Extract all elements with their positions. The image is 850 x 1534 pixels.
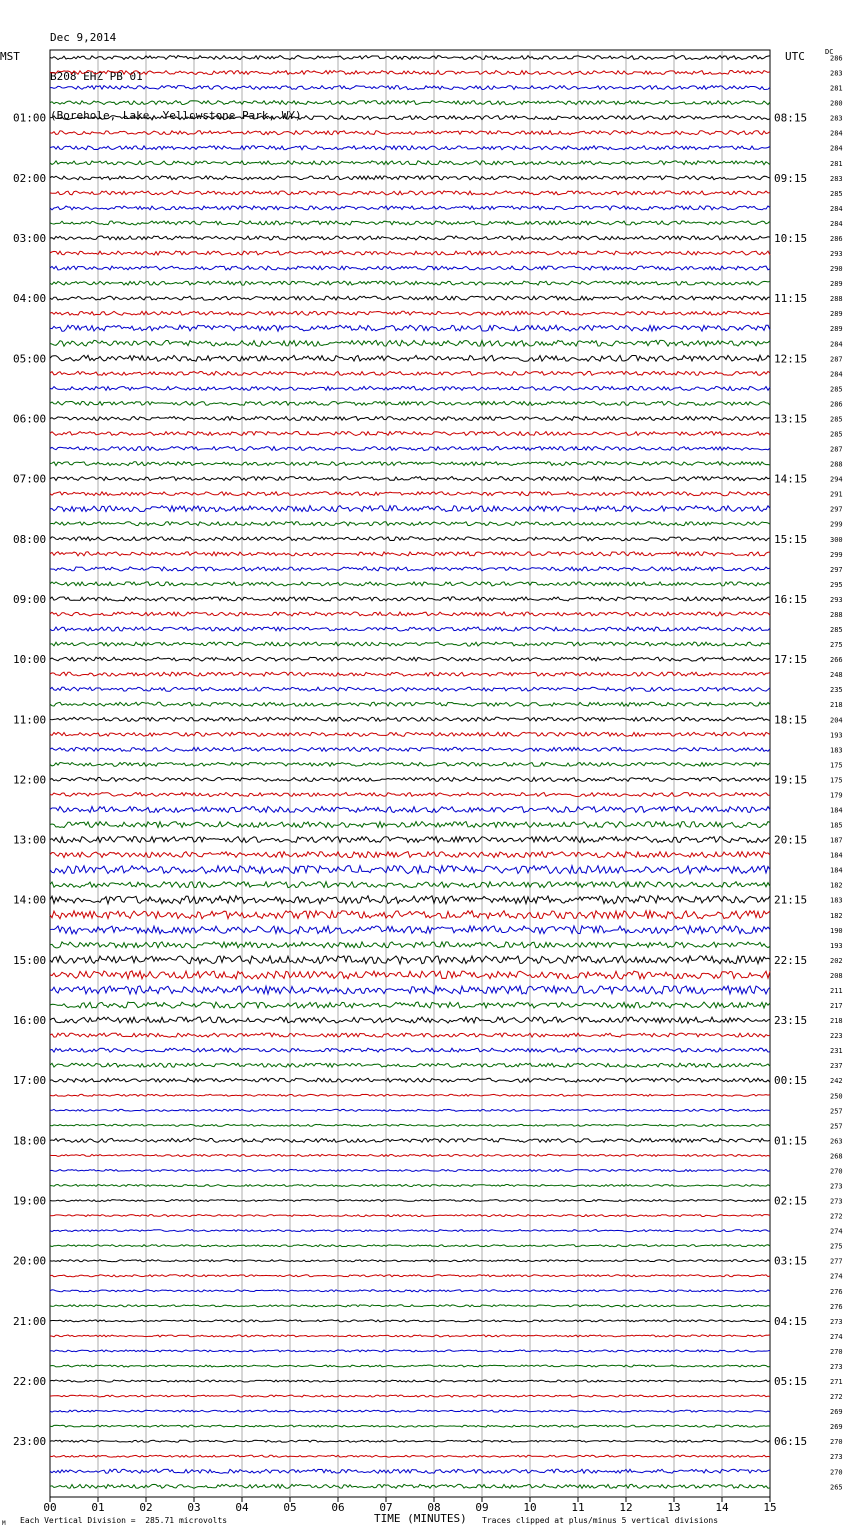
trace-line	[50, 762, 770, 766]
dc-offset-value: 231	[830, 1047, 843, 1056]
right-hour-label: 22:15	[774, 953, 808, 967]
dc-offset-value: 257	[830, 1107, 843, 1116]
trace-line	[50, 462, 770, 466]
dc-offset-value: 250	[830, 1092, 843, 1101]
right-hour-label: 03:15	[774, 1254, 808, 1268]
trace-line	[50, 340, 770, 346]
dc-offset-value: 284	[830, 370, 843, 379]
trace-line	[50, 1380, 770, 1382]
x-tick-label: 05	[283, 1501, 297, 1514]
trace-line	[50, 1048, 770, 1052]
dc-offset-value: 284	[830, 204, 843, 213]
trace-line	[50, 1305, 770, 1307]
trace-line	[50, 432, 770, 436]
trace-line	[50, 1200, 770, 1202]
dc-offset-value: 274	[830, 1332, 843, 1341]
trace-line	[50, 296, 770, 300]
left-hour-label: 02:00	[13, 171, 47, 185]
left-hour-label: 01:00	[13, 111, 47, 125]
trace-line	[50, 1335, 770, 1337]
trace-line	[50, 311, 770, 315]
left-hour-label: 12:00	[13, 773, 47, 787]
x-tick-label: 11	[571, 1501, 585, 1514]
trace-line	[50, 1484, 770, 1488]
trace-line	[50, 417, 770, 421]
x-tick-label: 08	[427, 1501, 441, 1514]
trace-line	[50, 911, 770, 919]
right-hour-label: 19:15	[774, 773, 808, 787]
right-hour-label: 10:15	[774, 231, 808, 245]
trace-line	[50, 522, 770, 526]
x-tick-label: 13	[667, 1501, 681, 1514]
dc-offset-value: 284	[830, 129, 843, 138]
trace-line	[50, 807, 770, 813]
trace-line	[50, 597, 770, 601]
right-hour-label: 20:15	[774, 833, 808, 847]
dc-offset-value: 276	[830, 1287, 843, 1296]
dc-offset-value: 297	[830, 565, 843, 574]
trace-line	[50, 971, 770, 979]
right-hour-label: 23:15	[774, 1014, 808, 1028]
left-hour-label: 06:00	[13, 412, 47, 426]
left-hour-label: 07:00	[13, 472, 47, 486]
trace-line	[50, 896, 770, 904]
location-label: (Borehole, Lake, Yellowstone Park, WY)	[50, 109, 302, 122]
dc-offset-value: 217	[830, 1002, 843, 1011]
dc-offset-value: 286	[830, 400, 843, 409]
dc-offset-value: 223	[830, 1032, 843, 1041]
left-hour-label: 20:00	[13, 1254, 47, 1268]
right-hour-label: 15:15	[774, 532, 808, 546]
dc-offset-value: 273	[830, 1362, 843, 1371]
dc-offset-value: 263	[830, 1137, 843, 1146]
right-hour-label: 17:15	[774, 653, 808, 667]
trace-line	[50, 657, 770, 661]
right-hour-label: 09:15	[774, 171, 808, 185]
trace-line	[50, 717, 770, 721]
left-hour-label: 19:00	[13, 1194, 47, 1208]
left-hour-label: 08:00	[13, 532, 47, 546]
trace-line	[50, 942, 770, 948]
dc-offset-value: 288	[830, 460, 843, 469]
dc-offset-value: 175	[830, 776, 843, 785]
dc-offset-value: 275	[830, 641, 843, 650]
dc-offset-value: 272	[830, 1393, 843, 1402]
trace-line	[50, 71, 770, 75]
trace-line	[50, 386, 770, 390]
dc-offset-value: 294	[830, 475, 843, 484]
trace-line	[50, 1320, 770, 1322]
dc-offset-value: 218	[830, 701, 843, 710]
dc-offset-value: 272	[830, 1212, 843, 1221]
trace-line	[50, 1230, 770, 1232]
left-hour-label: 23:00	[13, 1435, 47, 1449]
trace-line	[50, 251, 770, 255]
dc-offset-value: 273	[830, 1453, 843, 1462]
trace-line	[50, 131, 770, 135]
trace-line	[50, 793, 770, 797]
trace-line	[50, 1185, 770, 1187]
right-hour-label: 05:15	[774, 1375, 808, 1389]
station-label: B208 EHZ PB 01	[50, 70, 143, 83]
trace-line	[50, 355, 770, 361]
trace-line	[50, 101, 770, 105]
dc-offset-value: 274	[830, 1272, 843, 1281]
trace-line	[50, 866, 770, 874]
trace-line	[50, 1245, 770, 1247]
dc-offset-value: 175	[830, 761, 843, 770]
left-hour-label: 03:00	[13, 231, 47, 245]
trace-line	[50, 612, 770, 616]
dc-offset-value: 193	[830, 941, 843, 950]
dc-offset-value: 184	[830, 866, 843, 875]
trace-line	[50, 926, 770, 934]
trace-line	[50, 176, 770, 180]
x-tick-label: 04	[235, 1501, 249, 1514]
right-hour-label: 14:15	[774, 472, 808, 486]
x-tick-label: 09	[475, 1501, 489, 1514]
trace-line	[50, 1410, 770, 1412]
trace-line	[50, 281, 770, 285]
trace-line	[50, 1440, 770, 1442]
trace-line	[50, 702, 770, 706]
dc-offset-value: 183	[830, 896, 843, 905]
dc-offset-value: 286	[830, 54, 843, 63]
dc-offset-value: 287	[830, 445, 843, 454]
trace-line	[50, 146, 770, 150]
dc-offset-value: 257	[830, 1122, 843, 1131]
trace-line	[50, 371, 770, 375]
dc-offset-value: 269	[830, 1408, 843, 1417]
trace-line	[50, 477, 770, 481]
x-tick-label: 02	[139, 1501, 153, 1514]
dc-offset-value: 291	[830, 490, 843, 499]
trace-line	[50, 401, 770, 405]
dc-offset-value: 285	[830, 626, 843, 635]
trace-line	[50, 236, 770, 240]
dc-offset-value: 182	[830, 881, 843, 890]
trace-line	[50, 1350, 770, 1352]
trace-line	[50, 1002, 770, 1008]
dc-offset-value: 286	[830, 234, 843, 243]
dc-offset-value: 284	[830, 340, 843, 349]
trace-line	[50, 1017, 770, 1023]
dc-label: DC	[825, 48, 834, 56]
dc-offset-value: 295	[830, 580, 843, 589]
right-hour-label: 12:15	[774, 352, 808, 366]
x-tick-label: 00	[43, 1501, 57, 1514]
dc-offset-value: 285	[830, 415, 843, 424]
trace-line	[50, 956, 770, 964]
dc-offset-value: 273	[830, 1197, 843, 1206]
dc-offset-value: 288	[830, 610, 843, 619]
trace-line	[50, 266, 770, 270]
dc-offset-value: 273	[830, 1317, 843, 1326]
dc-offset-value: 242	[830, 1077, 843, 1086]
right-hour-label: 18:15	[774, 713, 808, 727]
right-hour-label: 06:15	[774, 1435, 808, 1449]
trace-line	[50, 552, 770, 556]
dc-offset-value: 268	[830, 1152, 843, 1161]
corner-mark: M	[2, 1520, 6, 1527]
dc-offset-value: 285	[830, 189, 843, 198]
date-label: Dec 9,2014	[50, 31, 117, 44]
trace-line	[50, 1455, 770, 1457]
trace-line	[50, 506, 770, 512]
dc-offset-value: 237	[830, 1062, 843, 1071]
dc-offset-value: 270	[830, 1438, 843, 1447]
trace-line	[50, 86, 770, 90]
trace-line	[50, 221, 770, 225]
left-timezone-label: MST	[0, 50, 20, 63]
right-hour-label: 21:15	[774, 893, 808, 907]
trace-line	[50, 582, 770, 586]
trace-line	[50, 642, 770, 646]
trace-line	[50, 986, 770, 994]
dc-offset-value: 183	[830, 746, 843, 755]
trace-line	[50, 837, 770, 843]
seismic-traces	[50, 56, 770, 1489]
dc-offset-value: 283	[830, 69, 843, 78]
dc-offset-value: 284	[830, 144, 843, 153]
left-hour-label: 11:00	[13, 713, 47, 727]
trace-line	[50, 1154, 770, 1156]
x-tick-label: 15	[763, 1501, 777, 1514]
dc-offset-value: 270	[830, 1347, 843, 1356]
dc-offset-value: 285	[830, 385, 843, 394]
trace-line	[50, 778, 770, 782]
dc-offset-value: 179	[830, 791, 843, 800]
trace-line	[50, 1425, 770, 1427]
left-hour-label: 16:00	[13, 1014, 47, 1028]
trace-line	[50, 1109, 770, 1111]
dc-offset-value: 299	[830, 520, 843, 529]
dc-offset-value: 271	[830, 1378, 843, 1387]
right-hour-label: 08:15	[774, 111, 808, 125]
x-tick-label: 01	[91, 1501, 105, 1514]
trace-line	[50, 687, 770, 691]
dc-offset-value: 293	[830, 250, 843, 259]
trace-line	[50, 1469, 770, 1473]
x-tick-label: 03	[187, 1501, 201, 1514]
dc-offset-value: 289	[830, 325, 843, 334]
left-hour-label: 22:00	[13, 1375, 47, 1389]
dc-offset-value: 218	[830, 1017, 843, 1026]
left-hour-label: 13:00	[13, 833, 47, 847]
trace-line	[50, 191, 770, 195]
trace-line	[50, 822, 770, 828]
dc-offset-value: 275	[830, 1242, 843, 1251]
trace-line	[50, 206, 770, 210]
x-tick-label: 12	[619, 1501, 633, 1514]
right-hour-label: 16:15	[774, 592, 808, 606]
x-tick-label: 07	[379, 1501, 393, 1514]
left-hour-label: 10:00	[13, 653, 47, 667]
dc-offset-value: 288	[830, 295, 843, 304]
dc-offset-value: 235	[830, 686, 843, 695]
dc-offset-value: 184	[830, 806, 843, 815]
dc-offset-value: 283	[830, 174, 843, 183]
dc-offset-value: 293	[830, 595, 843, 604]
trace-line	[50, 1365, 770, 1367]
dc-offset-value: 300	[830, 535, 843, 544]
trace-line	[50, 852, 770, 858]
trace-line	[50, 1078, 770, 1082]
dc-offset-value: 266	[830, 656, 843, 665]
trace-line	[50, 492, 770, 496]
trace-line	[50, 1063, 770, 1067]
trace-line	[50, 567, 770, 571]
dc-offset-value: 270	[830, 1468, 843, 1477]
dc-offset-value: 277	[830, 1257, 843, 1266]
left-hour-label: 04:00	[13, 292, 47, 306]
x-axis-title: TIME (MINUTES)	[374, 1512, 467, 1525]
dc-offset-value: 202	[830, 956, 843, 965]
dc-offset-value: 184	[830, 851, 843, 860]
dc-offset-value: 281	[830, 84, 843, 93]
right-hour-label: 00:15	[774, 1074, 808, 1088]
scale-note: Each Vertical Division = 285.71 microvolts	[20, 1516, 228, 1525]
dc-offset-value: 274	[830, 1227, 843, 1236]
dc-offset-value: 269	[830, 1423, 843, 1432]
trace-line	[50, 1138, 770, 1142]
dc-offset-value: 265	[830, 1483, 843, 1492]
dc-offset-value: 270	[830, 1167, 843, 1176]
dc-offset-value: 193	[830, 731, 843, 740]
left-hour-label: 21:00	[13, 1314, 47, 1328]
dc-offset-value: 287	[830, 355, 843, 364]
x-tick-label: 10	[523, 1501, 537, 1514]
x-tick-label: 14	[715, 1501, 729, 1514]
left-hour-label: 05:00	[13, 352, 47, 366]
axis-labels	[13, 55, 843, 1515]
trace-line	[50, 161, 770, 165]
right-hour-label: 13:15	[774, 412, 808, 426]
right-hour-label: 11:15	[774, 292, 808, 306]
dc-offset-value: 273	[830, 1182, 843, 1191]
trace-line	[50, 1290, 770, 1292]
dc-offset-value: 283	[830, 114, 843, 123]
trace-line	[50, 1033, 770, 1037]
dc-offset-value: 284	[830, 219, 843, 228]
dc-offset-value: 185	[830, 821, 843, 830]
dc-offset-value: 248	[830, 671, 843, 680]
trace-line	[50, 1170, 770, 1172]
trace-line	[50, 1260, 770, 1262]
trace-line	[50, 672, 770, 676]
trace-line	[50, 325, 770, 331]
left-hour-label: 18:00	[13, 1134, 47, 1148]
left-hour-label: 15:00	[13, 953, 47, 967]
trace-line	[50, 1395, 770, 1397]
trace-line	[50, 447, 770, 451]
right-timezone-label: UTC	[785, 50, 805, 63]
dc-offset-value: 204	[830, 716, 843, 725]
dc-offset-value: 187	[830, 836, 843, 845]
dc-offset-value: 281	[830, 159, 843, 168]
dc-offset-value: 289	[830, 310, 843, 319]
right-hour-label: 04:15	[774, 1314, 808, 1328]
dc-offset-value: 182	[830, 911, 843, 920]
trace-line	[50, 56, 770, 60]
trace-line	[50, 747, 770, 751]
dc-offset-value: 211	[830, 986, 843, 995]
dc-offset-value: 297	[830, 505, 843, 514]
right-hour-label: 01:15	[774, 1134, 808, 1148]
trace-line	[50, 1094, 770, 1096]
trace-line	[50, 1124, 770, 1126]
trace-line	[50, 537, 770, 541]
left-hour-label: 17:00	[13, 1074, 47, 1088]
trace-line	[50, 1215, 770, 1217]
dc-offset-value: 289	[830, 280, 843, 289]
x-tick-label: 06	[331, 1501, 345, 1514]
dc-offset-value: 208	[830, 971, 843, 980]
trace-line	[50, 732, 770, 736]
clip-note: Traces clipped at plus/minus 5 vertical divisions	[482, 1516, 719, 1525]
trace-line	[50, 882, 770, 888]
right-hour-label: 02:15	[774, 1194, 808, 1208]
dc-offset-value: 280	[830, 99, 843, 108]
trace-line	[50, 116, 770, 120]
left-hour-label: 09:00	[13, 592, 47, 606]
dc-offset-value: 299	[830, 550, 843, 559]
dc-offset-value: 285	[830, 430, 843, 439]
dc-offset-value: 190	[830, 926, 843, 935]
trace-line	[50, 1275, 770, 1277]
dc-offset-value: 276	[830, 1302, 843, 1311]
left-hour-label: 14:00	[13, 893, 47, 907]
dc-offset-value: 290	[830, 265, 843, 274]
trace-line	[50, 627, 770, 631]
